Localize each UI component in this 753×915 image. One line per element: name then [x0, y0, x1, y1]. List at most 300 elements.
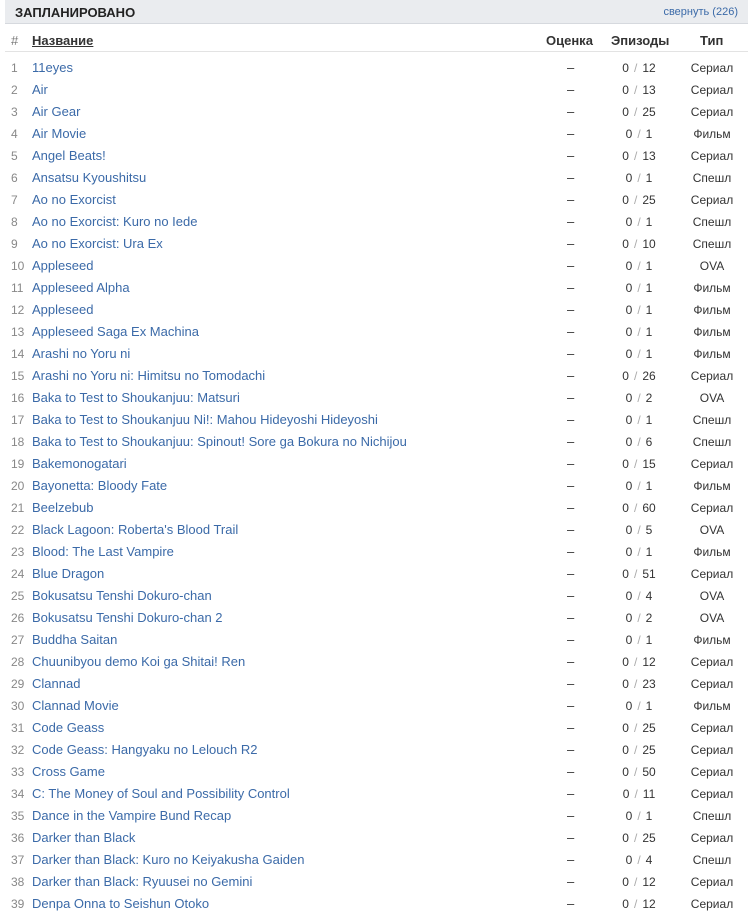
- row-type: Спешл: [692, 435, 732, 449]
- episodes-total: 2: [645, 611, 653, 625]
- row-score: –: [567, 632, 575, 647]
- table-row: [5, 519, 748, 541]
- progress-separator: /: [633, 83, 638, 97]
- episodes-total: 1: [645, 545, 653, 559]
- row-score: –: [567, 60, 575, 75]
- episodes-watched: 0: [622, 787, 630, 801]
- episode-progress: [603, 79, 675, 101]
- anime-title-link[interactable]: 11eyes: [32, 60, 73, 75]
- episode-progress: [603, 497, 675, 519]
- row-number: 22: [11, 523, 25, 537]
- row-type: Сериал: [690, 677, 734, 691]
- episodes-total: 51: [642, 567, 656, 581]
- episodes-total: 12: [642, 897, 656, 911]
- row-number: 25: [11, 589, 25, 603]
- row-type: Сериал: [690, 501, 734, 515]
- anime-list: [5, 57, 748, 915]
- row-type: Сериал: [690, 743, 734, 757]
- anime-title-link[interactable]: Baka to Test to Shoukanjuu: Spinout! Sore ga Bokura no Nichijou: [32, 434, 407, 449]
- row-number: 16: [11, 391, 25, 405]
- row-score: –: [567, 808, 575, 823]
- episodes-total: 12: [642, 61, 656, 75]
- episode-progress: [603, 607, 675, 629]
- row-type: Сериал: [690, 765, 734, 779]
- column-name-sort[interactable]: Название: [32, 33, 94, 48]
- row-number: 10: [11, 259, 25, 273]
- episodes-total: 23: [642, 677, 656, 691]
- table-row: [5, 849, 748, 871]
- row-type: Фильм: [693, 479, 731, 493]
- row-score: –: [567, 390, 575, 405]
- episodes-watched: 0: [625, 215, 633, 229]
- episode-progress: [603, 563, 675, 585]
- row-number: 37: [11, 853, 25, 867]
- row-type: Сериал: [690, 149, 734, 163]
- row-number: 32: [11, 743, 25, 757]
- table-row: [5, 211, 748, 233]
- progress-separator: /: [634, 787, 638, 801]
- episode-progress: [603, 827, 675, 849]
- row-type: OVA: [699, 523, 725, 537]
- episodes-total: 25: [642, 721, 656, 735]
- table-row: [5, 453, 748, 475]
- table-row: [5, 145, 748, 167]
- episode-progress: [603, 871, 675, 893]
- episodes-watched: 0: [625, 413, 633, 427]
- episode-progress: [603, 805, 675, 827]
- row-score: –: [567, 192, 575, 207]
- row-number: 12: [11, 303, 25, 317]
- anime-title-link[interactable]: Darker than Black: Ryuusei no Gemini: [32, 874, 253, 889]
- episode-progress: [603, 453, 675, 475]
- progress-separator: /: [637, 391, 641, 405]
- episodes-watched: 0: [625, 523, 633, 537]
- row-score: –: [567, 82, 575, 97]
- anime-title-link[interactable]: Code Geass: Hangyaku no Lelouch R2: [32, 742, 258, 757]
- anime-title-link[interactable]: Bakemonogatari: [32, 456, 127, 471]
- episodes-total: 1: [645, 171, 653, 185]
- episode-progress: [603, 673, 675, 695]
- row-type: Фильм: [693, 303, 731, 317]
- progress-separator: /: [633, 897, 638, 911]
- table-row: [5, 299, 748, 321]
- table-row: [5, 651, 748, 673]
- episodes-watched: 0: [622, 721, 629, 735]
- anime-title-link[interactable]: Air Movie: [32, 126, 87, 141]
- row-number: 26: [11, 611, 25, 625]
- episode-progress: [603, 585, 675, 607]
- episodes-watched: 0: [622, 369, 629, 383]
- episode-progress: [603, 893, 675, 915]
- row-score: –: [567, 720, 575, 735]
- anime-title-link[interactable]: Cross Game: [32, 764, 105, 779]
- progress-separator: /: [637, 325, 641, 339]
- table-row: [5, 475, 748, 497]
- anime-title-link[interactable]: C: The Money of Soul and Possibility Control: [32, 786, 290, 801]
- anime-title-link[interactable]: Clannad: [32, 676, 81, 691]
- episode-progress: [603, 145, 675, 167]
- table-row: [5, 277, 748, 299]
- row-number: 38: [11, 875, 25, 889]
- row-number: 28: [11, 655, 25, 669]
- episodes-total: 60: [642, 501, 656, 515]
- row-number: 19: [11, 457, 25, 471]
- row-type: Фильм: [693, 545, 731, 559]
- episodes-watched: 0: [622, 765, 629, 779]
- row-score: –: [567, 280, 575, 295]
- table-row: [5, 57, 748, 79]
- row-score: –: [567, 148, 575, 163]
- row-score: –: [567, 544, 575, 559]
- progress-separator: /: [637, 589, 641, 603]
- episodes-total: 1: [645, 303, 653, 317]
- anime-title-link[interactable]: Air Gear: [32, 104, 81, 119]
- progress-separator: /: [637, 215, 641, 229]
- progress-separator: /: [637, 435, 641, 449]
- episode-progress: [603, 849, 675, 871]
- row-number: 20: [11, 479, 25, 493]
- episodes-watched: 0: [625, 171, 633, 185]
- episodes-watched: 0: [622, 237, 629, 251]
- table-row: [5, 233, 748, 255]
- episode-progress: [603, 123, 675, 145]
- episode-progress: [603, 739, 675, 761]
- progress-separator: /: [633, 677, 638, 691]
- anime-title-link[interactable]: Appleseed Saga Ex Machina: [32, 324, 199, 339]
- anime-title-link[interactable]: Denpa Onna to Seishun Otoko: [32, 896, 210, 911]
- anime-title-link[interactable]: Bokusatsu Tenshi Dokuro-chan: [32, 588, 212, 603]
- row-number: 17: [11, 413, 25, 427]
- episode-progress: [603, 717, 675, 739]
- episodes-total: 1: [645, 347, 653, 361]
- row-number: 8: [11, 215, 18, 229]
- anime-title-link[interactable]: Ansatsu Kyoushitsu: [32, 170, 147, 185]
- row-type: Сериал: [690, 875, 734, 889]
- row-type: Сериал: [690, 457, 734, 471]
- row-score: –: [567, 610, 575, 625]
- row-score: –: [567, 126, 575, 141]
- episodes-watched: 0: [622, 193, 629, 207]
- row-score: –: [567, 434, 575, 449]
- episodes-watched: 0: [622, 897, 629, 911]
- episodes-total: 1: [645, 259, 653, 273]
- column-number: #: [11, 33, 19, 48]
- row-type: Фильм: [693, 325, 731, 339]
- table-row: [5, 761, 748, 783]
- row-number: 31: [11, 721, 25, 735]
- episodes-total: 1: [645, 809, 653, 823]
- progress-separator: /: [633, 655, 638, 669]
- column-episodes: Эпизоды: [611, 33, 670, 48]
- table-row: [5, 167, 748, 189]
- anime-title-link[interactable]: Baka to Test to Shoukanjuu: Matsuri: [32, 390, 240, 405]
- episodes-watched: 0: [622, 501, 629, 515]
- row-number: 33: [11, 765, 25, 779]
- row-score: –: [567, 500, 575, 515]
- anime-title-link[interactable]: Black Lagoon: Roberta's Blood Trail: [32, 522, 239, 537]
- episodes-watched: 0: [622, 677, 629, 691]
- episodes-total: 1: [645, 281, 653, 295]
- episodes-watched: 0: [622, 105, 629, 119]
- row-type: Спешл: [692, 413, 732, 427]
- row-type: Фильм: [693, 699, 731, 713]
- row-number: 27: [11, 633, 25, 647]
- episodes-watched: 0: [625, 853, 633, 867]
- row-type: Спешл: [692, 237, 732, 251]
- anime-title-link[interactable]: Dance in the Vampire Bund Recap: [32, 808, 232, 823]
- column-type: Тип: [700, 33, 724, 48]
- row-number: 35: [11, 809, 25, 823]
- progress-separator: /: [637, 633, 641, 647]
- row-type: Сериал: [690, 193, 734, 207]
- episodes-total: 15: [642, 457, 656, 471]
- episodes-watched: 0: [622, 743, 629, 757]
- episodes-watched: 0: [622, 831, 629, 845]
- row-type: Сериал: [690, 831, 734, 845]
- episodes-watched: 0: [625, 633, 633, 647]
- anime-title-link[interactable]: Appleseed: [32, 258, 94, 273]
- table-row: [5, 783, 748, 805]
- episodes-watched: 0: [622, 83, 629, 97]
- row-type: Фильм: [693, 633, 731, 647]
- progress-separator: /: [633, 149, 638, 163]
- table-row: [5, 365, 748, 387]
- progress-separator: /: [637, 853, 641, 867]
- row-number: 18: [11, 435, 25, 449]
- progress-separator: /: [637, 413, 641, 427]
- row-type: Сериал: [690, 61, 734, 75]
- anime-title-link[interactable]: Arashi no Yoru ni: Himitsu no Tomodachi: [32, 368, 266, 383]
- episode-progress: [603, 57, 675, 79]
- progress-separator: /: [633, 743, 638, 757]
- progress-separator: /: [637, 699, 641, 713]
- anime-title-link[interactable]: Ao no Exorcist: [32, 192, 116, 207]
- episodes-watched: 0: [625, 699, 633, 713]
- anime-title-link[interactable]: Darker than Black: [32, 830, 136, 845]
- row-type: Фильм: [693, 347, 731, 361]
- episodes-total: 1: [645, 127, 653, 141]
- anime-title-link[interactable]: Air: [32, 82, 48, 97]
- episodes-watched: 0: [625, 281, 633, 295]
- anime-title-link[interactable]: Bokusatsu Tenshi Dokuro-chan 2: [32, 610, 223, 625]
- table-row: [5, 255, 748, 277]
- table-row: [5, 321, 748, 343]
- table-row: [5, 431, 748, 453]
- row-number: 21: [11, 501, 25, 515]
- row-score: –: [567, 654, 575, 669]
- progress-separator: /: [633, 567, 638, 581]
- row-score: –: [567, 786, 575, 801]
- episodes-total: 12: [642, 875, 656, 889]
- row-number: 7: [11, 193, 18, 207]
- row-score: –: [567, 170, 575, 185]
- progress-separator: /: [637, 303, 641, 317]
- episodes-total: 26: [642, 369, 656, 383]
- row-score: –: [567, 896, 575, 911]
- row-type: OVA: [699, 611, 725, 625]
- row-number: 9: [11, 237, 18, 251]
- row-score: –: [567, 698, 575, 713]
- row-number: 39: [11, 897, 25, 911]
- episodes-watched: 0: [625, 325, 633, 339]
- episode-progress: [603, 233, 675, 255]
- table-row: [5, 607, 748, 629]
- anime-title-link[interactable]: Buddha Saitan: [32, 632, 118, 647]
- table-header: [5, 27, 748, 52]
- collapse-link[interactable]: свернуть (226): [663, 6, 738, 18]
- anime-title-link[interactable]: Code Geass: [32, 720, 105, 735]
- progress-separator: /: [637, 611, 641, 625]
- row-number: 11: [11, 281, 24, 295]
- row-score: –: [567, 874, 575, 889]
- episodes-watched: 0: [625, 391, 633, 405]
- episodes-total: 1: [645, 215, 653, 229]
- anime-title-link[interactable]: Baka to Test to Shoukanjuu Ni!: Mahou Hideyoshi Hideyoshi: [32, 412, 378, 427]
- episodes-total: 13: [642, 83, 656, 97]
- episode-progress: [603, 783, 675, 805]
- anime-title-link[interactable]: Beelzebub: [32, 500, 94, 515]
- row-type: Сериал: [690, 369, 734, 383]
- row-score: –: [567, 412, 575, 427]
- episode-progress: [603, 761, 675, 783]
- table-row: [5, 717, 748, 739]
- anime-title-link[interactable]: Blue Dragon: [32, 566, 105, 581]
- table-row: [5, 387, 748, 409]
- table-row: [5, 563, 748, 585]
- anime-title-link[interactable]: Ao no Exorcist: Kuro no Iede: [32, 214, 198, 229]
- episode-progress: [603, 277, 675, 299]
- row-number: 2: [11, 83, 18, 97]
- row-type: Сериал: [690, 897, 734, 911]
- row-score: –: [567, 764, 575, 779]
- row-score: –: [567, 104, 575, 119]
- progress-separator: /: [633, 721, 638, 735]
- table-row: [5, 409, 748, 431]
- row-type: Спешл: [692, 809, 732, 823]
- row-type: Спешл: [692, 215, 732, 229]
- episodes-total: 25: [642, 193, 656, 207]
- progress-separator: /: [633, 193, 638, 207]
- episodes-total: 1: [645, 633, 653, 647]
- progress-separator: /: [637, 347, 641, 361]
- table-row: [5, 343, 748, 365]
- episodes-total: 5: [645, 523, 653, 537]
- row-type: Фильм: [693, 281, 731, 295]
- episodes-total: 1: [645, 413, 653, 427]
- episode-progress: [603, 431, 675, 453]
- anime-title-link[interactable]: Chuunibyou demo Koi ga Shitai! Ren: [32, 654, 246, 669]
- episode-progress: [603, 541, 675, 563]
- progress-separator: /: [637, 259, 641, 273]
- row-score: –: [567, 522, 575, 537]
- table-row: [5, 497, 748, 519]
- row-number: 1: [11, 61, 18, 75]
- row-type: Сериал: [690, 83, 734, 97]
- episodes-total: 6: [645, 435, 653, 449]
- anime-title-link[interactable]: Angel Beats!: [32, 148, 106, 163]
- progress-separator: /: [633, 831, 638, 845]
- episode-progress: [603, 167, 675, 189]
- row-type: OVA: [699, 391, 725, 405]
- anime-title-link[interactable]: Darker than Black: Kuro no Keiyakusha Gaiden: [32, 852, 305, 867]
- anime-title-link[interactable]: Ao no Exorcist: Ura Ex: [32, 236, 163, 251]
- progress-separator: /: [637, 171, 641, 185]
- anime-title-link[interactable]: Arashi no Yoru ni: [32, 346, 131, 361]
- column-score: Оценка: [546, 33, 593, 48]
- episodes-watched: 0: [625, 479, 633, 493]
- row-type: Сериал: [690, 567, 734, 581]
- table-row: [5, 739, 748, 761]
- row-number: 14: [11, 347, 25, 361]
- episodes-watched: 0: [625, 127, 633, 141]
- progress-separator: /: [637, 523, 641, 537]
- row-number: 15: [11, 369, 25, 383]
- episode-progress: [603, 211, 675, 233]
- episodes-watched: 0: [625, 545, 633, 559]
- row-score: –: [567, 588, 575, 603]
- episodes-total: 1: [645, 699, 653, 713]
- row-score: –: [567, 566, 575, 581]
- episode-progress: [603, 101, 675, 123]
- anime-title-link[interactable]: Appleseed Alpha: [32, 280, 130, 295]
- table-row: [5, 805, 748, 827]
- table-row: [5, 189, 748, 211]
- row-score: –: [567, 258, 575, 273]
- anime-title-link[interactable]: Appleseed: [32, 302, 94, 317]
- table-row: [5, 629, 748, 651]
- table-row: [5, 585, 748, 607]
- episodes-watched: 0: [622, 457, 629, 471]
- table-row: [5, 827, 748, 849]
- row-type: Спешл: [692, 853, 732, 867]
- row-type: Сериал: [690, 787, 734, 801]
- row-number: 29: [11, 677, 25, 691]
- row-type: Сериал: [690, 721, 734, 735]
- episodes-watched: 0: [625, 589, 633, 603]
- episodes-watched: 0: [625, 611, 633, 625]
- episodes-watched: 0: [622, 61, 629, 75]
- row-score: –: [567, 214, 575, 229]
- row-score: –: [567, 852, 575, 867]
- progress-separator: /: [637, 479, 641, 493]
- episode-progress: [603, 365, 675, 387]
- progress-separator: /: [637, 809, 641, 823]
- row-type: OVA: [699, 589, 725, 603]
- episodes-watched: 0: [625, 435, 633, 449]
- anime-title-link[interactable]: Blood: The Last Vampire: [32, 544, 174, 559]
- episode-progress: [603, 519, 675, 541]
- table-row: [5, 893, 748, 915]
- episode-progress: [603, 189, 675, 211]
- progress-separator: /: [633, 501, 638, 515]
- row-type: Сериал: [690, 655, 734, 669]
- progress-separator: /: [633, 875, 638, 889]
- row-type: Фильм: [693, 127, 731, 141]
- episodes-total: 4: [645, 853, 653, 867]
- row-number: 13: [11, 325, 25, 339]
- anime-title-link[interactable]: Bayonetta: Bloody Fate: [32, 478, 168, 493]
- episode-progress: [603, 321, 675, 343]
- episode-progress: [603, 695, 675, 717]
- episode-progress: [603, 387, 675, 409]
- episodes-total: 10: [642, 237, 656, 251]
- progress-separator: /: [637, 545, 641, 559]
- anime-title-link[interactable]: Clannad Movie: [32, 698, 119, 713]
- episode-progress: [603, 409, 675, 431]
- episode-progress: [603, 475, 675, 497]
- table-row: [5, 541, 748, 563]
- episode-progress: [603, 255, 675, 277]
